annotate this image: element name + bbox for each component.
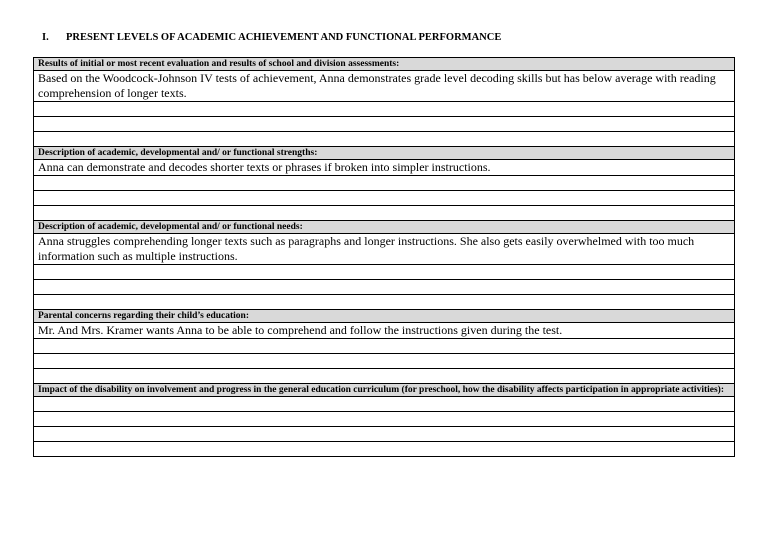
parental-concerns-text[interactable]: Mr. And Mrs. Kramer wants Anna to be able to comprehend and follow the instructions given during the test.	[34, 322, 734, 338]
evaluation-results-text[interactable]: Based on the Woodcock-Johnson IV tests of achievement, Anna demonstrates grade level decoding skills but has below average with reading comprehension of longer texts.	[34, 70, 734, 101]
parental-concerns-blank-line[interactable]	[34, 353, 734, 368]
needs-text[interactable]: Anna struggles comprehending longer texts such as paragraphs and longer instructions. She also gets easily overwhelmed with too much information such as multiple instructions.	[34, 233, 734, 264]
parental-concerns-blank-line[interactable]	[34, 338, 734, 353]
parental-concerns-header: Parental concerns regarding their child’s education:	[34, 309, 734, 322]
strengths-header: Description of academic, developmental and/ or functional strengths:	[34, 146, 734, 159]
plop-form-table	[33, 57, 735, 457]
section-heading	[42, 32, 501, 43]
needs-blank-line[interactable]	[34, 279, 734, 294]
strengths-blank-line[interactable]	[34, 205, 734, 220]
evaluation-results-header: Results of initial or most recent evaluation and results of school and division assessments:	[34, 58, 734, 70]
disability-impact-blank-line[interactable]	[34, 396, 734, 411]
section-number: I.	[42, 32, 49, 43]
disability-impact-blank-line[interactable]	[34, 441, 734, 456]
strengths-blank-line[interactable]	[34, 190, 734, 205]
section-title: PRESENT LEVELS OF ACADEMIC ACHIEVEMENT AND FUNCTIONAL PERFORMANCE	[66, 32, 502, 43]
disability-impact-header: Impact of the disability on involvement and progress in the general education curriculum (for preschool, how the disability affects participation in appropriate activities):	[34, 383, 734, 396]
evaluation-results-blank-line[interactable]	[34, 131, 734, 146]
needs-blank-line[interactable]	[34, 264, 734, 279]
strengths-blank-line[interactable]	[34, 175, 734, 190]
disability-impact-blank-line[interactable]	[34, 411, 734, 426]
needs-blank-line[interactable]	[34, 294, 734, 309]
needs-header: Description of academic, developmental and/ or functional needs:	[34, 220, 734, 233]
parental-concerns-blank-line[interactable]	[34, 368, 734, 383]
evaluation-results-blank-line[interactable]	[34, 101, 734, 116]
strengths-text[interactable]: Anna can demonstrate and decodes shorter texts or phrases if broken into simpler instructions.	[34, 159, 734, 175]
disability-impact-blank-line[interactable]	[34, 426, 734, 441]
evaluation-results-blank-line[interactable]	[34, 116, 734, 131]
